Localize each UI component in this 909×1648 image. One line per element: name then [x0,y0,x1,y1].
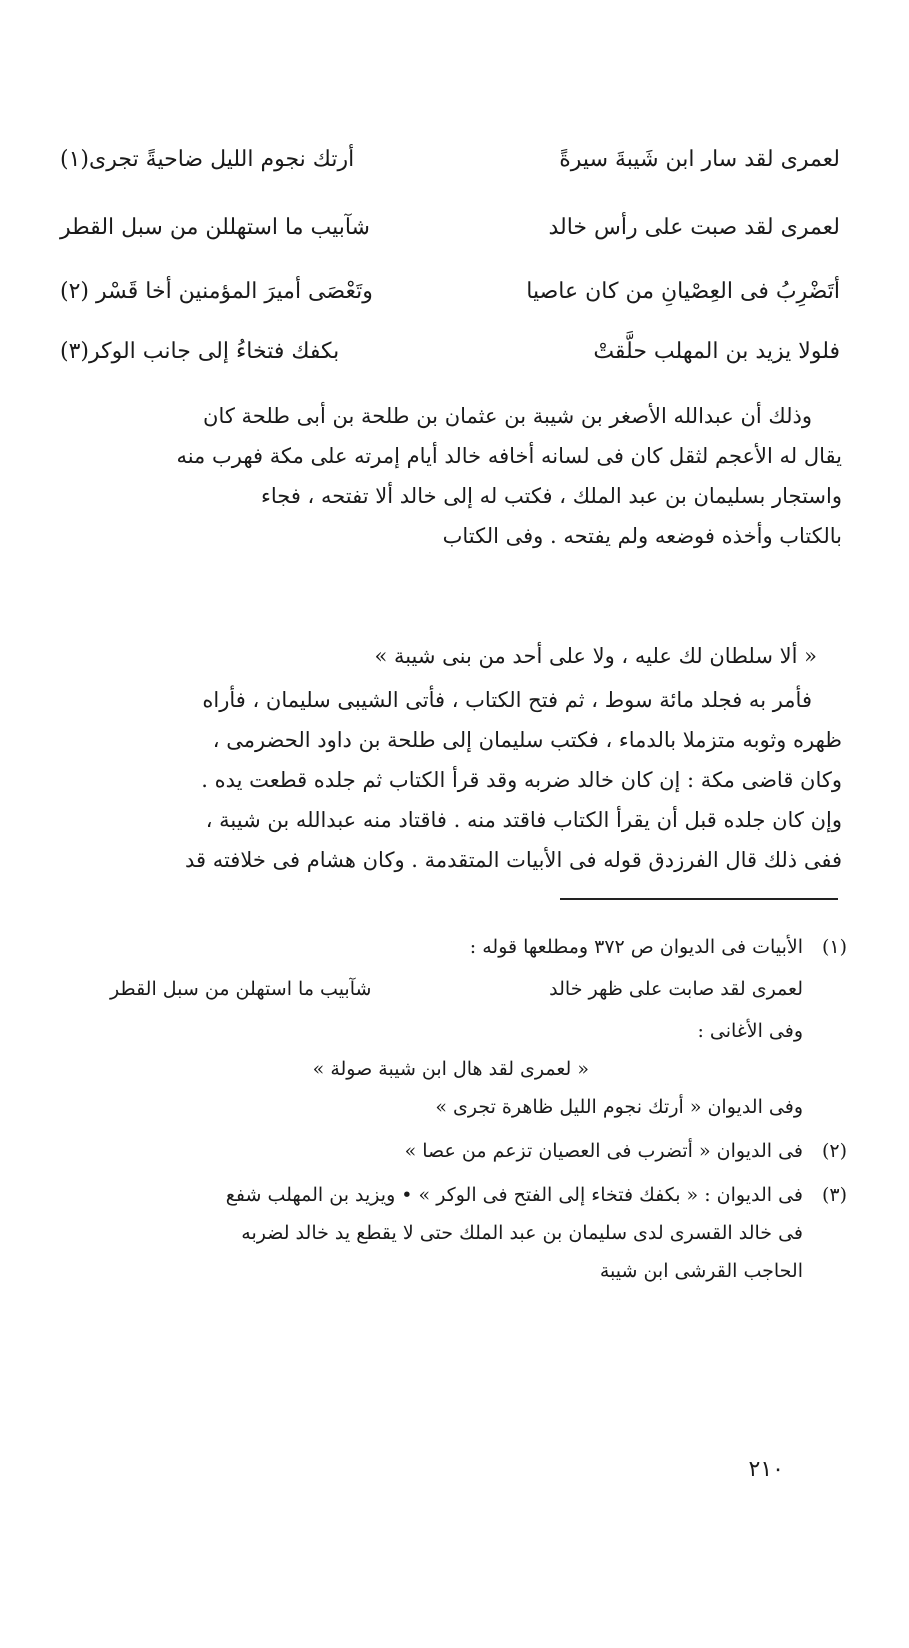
footnote-text: « لعمرى لقد هال ابن شيبة صولة » [312,1058,589,1080]
verse-first-hemistich: فلولا يزيد بن المهلب حلَّقتْ [593,339,840,364]
footnote-number: (٣) [821,1184,847,1206]
footnote-text: الحاجب القرشى ابن شيبة [599,1260,803,1282]
paragraph-line: وكان قاضى مكة : إن كان خالد ضربه وقد قرأ الكتاب ثم جلده قطعت يده . [201,768,842,792]
paragraph-line: وإن كان جلده قبل أن يقرأ الكتاب فاقتد منه . فاقتاد منه عبدالله بن شيبة ، [205,808,842,832]
paragraph-line: ظهره وثوبه متزملا بالدماء ، فكتب سليمان إلى طلحة بن داود الحضرمى ، [212,728,842,752]
verse-second-hemistich: شآبيب ما استهللن من سبل القطر [60,215,370,240]
footnote-text: الأبيات فى الديوان ص ٣٧٢ ومطلعها قوله : [469,936,803,958]
poem-verse [60,140,840,180]
footnote-text: فى الديوان « أتضرب فى العصيان تزعم من عصا » [404,1140,803,1162]
poem-verse [60,272,840,312]
paragraph-line: واستجار بسليمان بن عبد الملك ، فكتب له إلى خالد ألا تفتحه ، فجاء [261,484,842,508]
footnote-verse-first: لعمرى لقد صابت على ظهر خالد [549,978,803,1000]
body-paragraph [78,396,842,556]
page-number: ٢١٠ [748,1457,784,1482]
paragraph-line: بالكتاب وأخذه فوضعه ولم يفتحه . وفى الكتاب [442,524,842,548]
footnote-number: (١) [821,936,847,958]
footnote-separator [560,898,838,900]
footnote-text: فى الديوان : « بكفك فتخاء إلى الفتح فى الوكر » • ويزيد بن المهلب شفع [225,1184,803,1206]
body-paragraph [78,680,842,880]
paragraph-line: وذلك أن عبدالله الأصغر بن شيبة بن عثمان بن طلحة بن أبى طلحة كان [203,404,812,428]
footnote-text: فى خالد القسرى لدى سليمان بن عبد الملك حتى لا يقطع يد خالد لضربه [241,1222,803,1244]
verse-second-hemistich: وتَعْصَى أميرَ المؤمنين أخا قَسْر (٢) [60,279,373,304]
poem-verse [60,332,840,372]
verse-second-hemistich: أرتك نجوم الليل ضاحيةً تجرى(١) [60,147,355,172]
poem-verse [60,208,840,248]
paragraph-line: يقال له الأعجم لثقل كان فى لسانه أخافه خالد أيام إمرته على مكة فهرب منه [176,444,842,468]
footnote-number: (٢) [821,1140,847,1162]
footnote-verse-second: شآبيب ما استهلن من سبل القطر [110,978,372,1000]
paragraph-line: فأمر به فجلد مائة سوط ، ثم فتح الكتاب ، فأتى الشيبى سليمان ، فأراه [202,688,812,712]
quoted-letter: « ألا سلطان لك عليه ، ولا على أحد من بنى شيبة » [374,644,817,668]
paragraph-line: ففى ذلك قال الفرزدق قوله فى الأبيات المتقدمة . وكان هشام فى خلافته قد [184,848,842,872]
verse-first-hemistich: لعمرى لقد صبت على رأس خالد [548,215,840,240]
verse-first-hemistich: لعمرى لقد سار ابن شَيبةَ سيرةً [559,147,840,172]
footnote-text: وفى الأغانى : [697,1020,803,1042]
footnote-text: وفى الديوان « أرتك نجوم الليل ظاهرة تجرى » [435,1096,803,1118]
verse-second-hemistich: بكفك فتخاءُ إلى جانب الوكر(٣) [60,339,340,364]
verse-first-hemistich: أتَضْرِبُ فى العِصْيانِ من كان عاصيا [526,279,840,304]
